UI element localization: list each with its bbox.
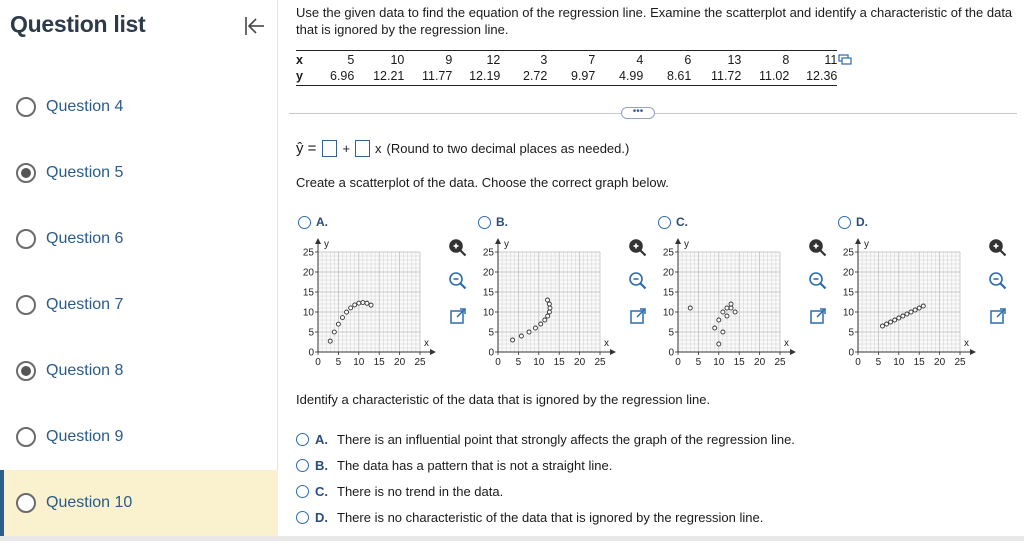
data-point [361,301,365,305]
sidebar-item-label: Question 4 [46,98,124,115]
x-value: 3 [500,51,547,69]
data-point [909,310,913,314]
x-value: 6 [643,51,691,69]
sidebar-title: Question list [10,11,146,37]
y-tick-label: 25 [662,247,674,259]
data-point [729,306,733,310]
data-point [546,298,550,302]
x-value: 8 [741,51,789,69]
answer-option[interactable] [296,432,795,447]
graph-option-letter: A. [316,215,328,229]
intercept-input[interactable] [322,140,337,157]
question-list-sidebar [0,0,278,541]
graph-option-letter: D. [856,215,868,229]
y-tick-label: 5 [848,327,854,339]
data-point [889,320,893,324]
x-tick-label: 0 [855,357,861,368]
data-point [511,338,515,342]
data-point [721,310,725,314]
answer-text: There is no characteristic of the data that is ignored by the regression line. [337,510,764,525]
y-tick-label: 25 [302,247,314,259]
sidebar-item-label: Question 10 [46,494,133,511]
y-value: 6.96 [320,68,354,86]
data-point [880,324,884,328]
x-tick-label: 10 [893,357,905,368]
data-point [725,306,729,310]
y-tick-label: 20 [662,267,674,279]
expand-window-icon[interactable] [988,306,1008,326]
y-value: 11.77 [404,68,452,86]
sidebar-item-question[interactable] [0,470,278,536]
collapse-left-icon[interactable] [241,14,267,38]
x-tick-label: 5 [335,357,342,368]
data-point [539,322,543,326]
data-point [547,310,551,314]
y-header: y [296,68,320,86]
radio-icon [16,295,36,315]
sidebar-item-question[interactable] [0,74,278,140]
y-tick-label: 20 [842,267,854,279]
x-axis-label: x [424,338,429,349]
y-tick-label: 20 [302,267,314,279]
x-tick-label: 20 [574,357,586,368]
y-axis-label: y [504,239,509,250]
x-value: 9 [404,51,452,69]
data-point [893,318,897,322]
answer-letter: B. [315,458,328,473]
radio-icon [16,97,36,117]
zoom-out-icon[interactable] [448,271,468,291]
x-tick-label: 25 [774,357,786,368]
graph-option-radio[interactable] [838,216,851,229]
data-point [357,301,361,305]
graph-option-radio[interactable] [478,216,491,229]
rounding-hint: (Round to two decimal places as needed.) [386,141,630,156]
y-tick-label: 15 [482,287,494,299]
answer-radio[interactable] [296,485,309,498]
x-tick-label: 25 [954,357,966,368]
zoom-out-icon[interactable] [628,271,648,291]
y-tick-label: 10 [662,307,674,319]
more-button[interactable]: ••• [621,107,655,119]
sidebar-item-question[interactable] [0,272,278,338]
sidebar-item-label: Question 5 [46,164,124,181]
x-tick-label: 15 [373,357,385,368]
answer-text: There is an influential point that strongly affects the graph of the regression line. [337,432,795,447]
data-point [533,326,537,330]
yhat-label: ŷ = [296,140,317,157]
data-point [721,330,725,334]
data-point [917,306,921,310]
answer-option[interactable] [296,458,612,473]
data-point [336,322,340,326]
scatterplot-graph [656,232,806,372]
x-value: 10 [354,51,404,69]
x-axis-label: x [964,338,969,349]
data-point [349,306,353,310]
data-point [519,334,523,338]
y-axis-label: y [684,239,689,250]
data-point [547,302,551,306]
y-value: 9.97 [547,68,595,86]
x-tick-label: 5 [875,357,882,368]
x-tick-label: 15 [553,357,565,368]
data-point [725,314,729,318]
sidebar-item-question[interactable] [0,338,278,404]
graph-option-letter: B. [496,215,508,229]
radio-icon [16,493,36,513]
zoom-in-icon[interactable] [988,238,1008,258]
answer-radio[interactable] [296,511,309,524]
y-value: 12.19 [452,68,500,86]
x-tick-label: 10 [533,357,545,368]
regression-equation [296,140,629,157]
data-point [543,318,547,322]
data-point [328,339,332,343]
data-point [546,314,550,318]
y-value: 12.36 [789,68,837,86]
y-value: 2.72 [500,68,547,86]
sidebar-item-label: Question 7 [46,296,124,313]
y-value: 11.02 [741,68,789,86]
slope-input[interactable] [355,140,370,157]
x-tick-label: 10 [353,357,365,368]
data-point [345,310,349,314]
x-tick-label: 25 [594,357,606,368]
question-panel [279,0,1024,541]
answer-radio[interactable] [296,459,309,472]
y-tick-label: 5 [308,327,314,339]
y-tick-label: 0 [488,347,494,359]
x-tick-label: 20 [754,357,766,368]
data-point [729,302,733,306]
answer-option[interactable] [296,510,763,525]
radio-icon [16,229,36,249]
answer-letter: D. [315,510,328,525]
y-tick-label: 15 [842,287,854,299]
y-value: 8.61 [643,68,691,86]
answer-radio[interactable] [296,433,309,446]
sidebar-item-question[interactable] [0,206,278,272]
completed-radio-icon [16,163,36,183]
data-point [921,304,925,308]
zoom-out-icon[interactable] [988,271,1008,291]
answer-letter: C. [315,484,328,499]
y-tick-label: 5 [488,327,494,339]
radio-icon [16,427,36,447]
x-value: 13 [691,51,741,69]
expand-window-icon[interactable] [628,306,648,326]
y-value: 12.21 [354,68,404,86]
y-tick-label: 0 [308,347,314,359]
x-value: 7 [547,51,595,69]
x-tick-label: 15 [913,357,925,368]
y-value: 11.72 [691,68,741,86]
y-tick-label: 5 [668,327,674,339]
y-tick-label: 10 [302,307,314,319]
zoom-out-icon[interactable] [808,271,828,291]
data-point [733,310,737,314]
graph-option [476,214,656,374]
x-term: x [375,141,382,156]
y-tick-label: 20 [482,267,494,279]
answer-text: The data has a pattern that is not a straight line. [337,458,613,473]
graph-option [296,214,476,374]
x-header: x [296,51,320,69]
graph-option [836,214,1016,374]
expand-window-icon[interactable] [448,306,468,326]
data-point [885,322,889,326]
identify-prompt: Identify a characteristic of the data that is ignored by the regression line. [296,392,711,407]
x-tick-label: 25 [414,357,426,368]
graph-option [656,214,836,374]
completed-radio-icon [16,361,36,381]
graph-option-radio[interactable] [658,216,671,229]
zoom-in-icon[interactable] [628,238,648,258]
scatterplot-graph [836,232,986,372]
plus-sign: + [342,141,351,156]
x-tick-label: 0 [495,357,501,368]
sidebar-item-question[interactable] [0,404,278,470]
data-point [353,303,357,307]
answer-option[interactable] [296,484,503,499]
x-tick-label: 5 [515,357,522,368]
data-point [717,342,721,346]
data-point [365,301,369,305]
x-tick-label: 5 [695,357,702,368]
y-tick-label: 15 [302,287,314,299]
y-tick-label: 0 [848,347,854,359]
x-axis-label: x [604,338,609,349]
y-tick-label: 10 [482,307,494,319]
x-value: 4 [595,51,643,69]
data-point [340,316,344,320]
bottom-scrollbar[interactable] [0,536,1024,541]
x-axis-label: x [784,338,789,349]
y-tick-label: 25 [482,247,494,259]
graph-option-letter: C. [676,215,688,229]
answer-letter: A. [315,432,328,447]
x-tick-label: 0 [675,357,681,368]
data-point [897,316,901,320]
sidebar-item-label: Question 9 [46,428,124,445]
answer-text: There is no trend in the data. [337,484,504,499]
copy-data-icon[interactable] [838,53,852,65]
y-tick-label: 15 [662,287,674,299]
data-table [296,50,837,86]
question-prompt: Use the given data to find the equation of the regression line. Examine the scatterplot and identify a characteristic of the data that is ignored by the regression line. [296,5,1013,37]
scatterplot-graph [476,232,626,372]
zoom-in-icon[interactable] [448,238,468,258]
data-point [369,303,373,307]
data-point [713,326,717,330]
data-point [905,312,909,316]
data-point [913,308,917,312]
y-tick-label: 0 [668,347,674,359]
data-point [717,318,721,322]
x-value: 12 [452,51,500,69]
x-tick-label: 15 [733,357,745,368]
y-axis-label: y [864,239,869,250]
y-axis-label: y [324,239,329,250]
x-value: 5 [320,51,354,69]
x-tick-label: 10 [713,357,725,368]
data-point [527,330,531,334]
scatter-prompt: Create a scatterplot of the data. Choose the correct graph below. [296,175,669,190]
zoom-in-icon[interactable] [808,238,828,258]
x-tick-label: 20 [394,357,406,368]
x-value: 11 [789,51,837,69]
y-value: 4.99 [595,68,643,86]
data-point [901,314,905,318]
x-tick-label: 0 [315,357,321,368]
sidebar-item-label: Question 6 [46,230,124,247]
y-tick-label: 25 [842,247,854,259]
scatterplot-graph [296,232,446,372]
sidebar-item-question[interactable] [0,140,278,206]
data-point [688,306,692,310]
data-point [548,306,552,310]
y-tick-label: 10 [842,307,854,319]
data-point [332,330,336,334]
sidebar-item-label: Question 8 [46,362,124,379]
x-tick-label: 20 [934,357,946,368]
expand-window-icon[interactable] [808,306,828,326]
graph-option-radio[interactable] [298,216,311,229]
